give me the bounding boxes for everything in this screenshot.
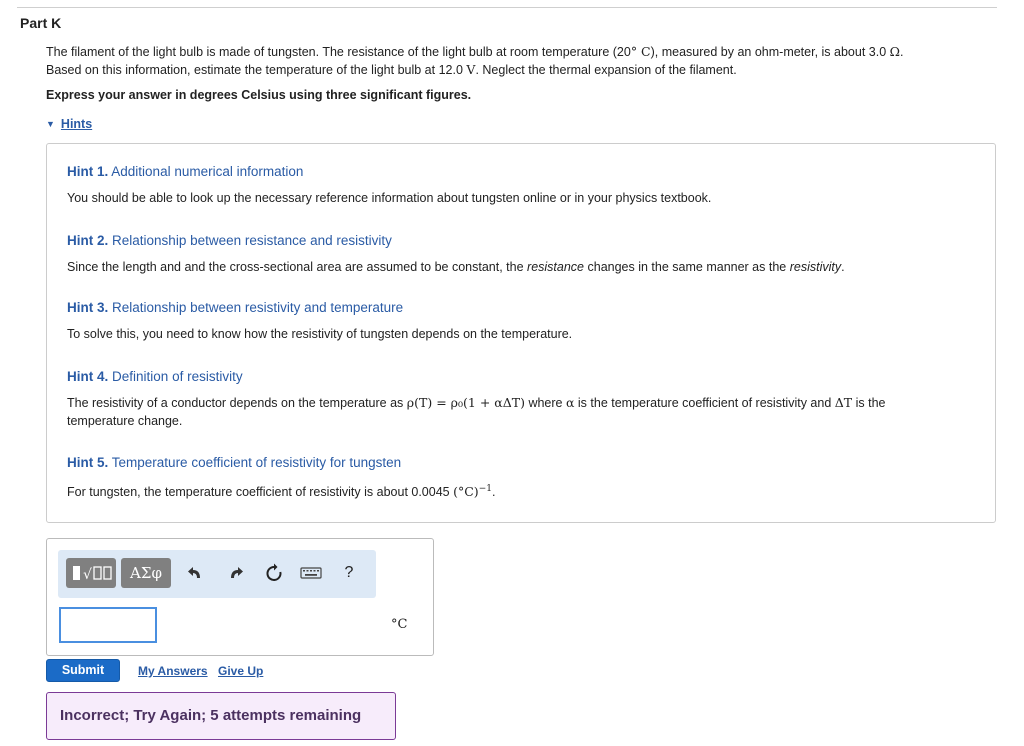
hint-4-body-mid3: is the xyxy=(855,396,886,410)
hint-2-body xyxy=(67,258,977,276)
hint-2-em-resistance: resistance xyxy=(527,260,585,274)
hint-4-body-mid1: where xyxy=(528,396,563,410)
question-line1-end: . xyxy=(900,45,904,59)
hint-5 xyxy=(67,455,977,501)
hint-4-title[interactable] xyxy=(67,369,977,384)
hint-2-body-prefix: Since the length and and the cross-sectional area are assumed to be constant, the xyxy=(67,260,524,274)
hint-4-title-text: Definition of resistivity xyxy=(112,369,243,384)
hints-panel xyxy=(46,143,996,523)
hint-5-body-prefix: For tungsten, the temperature coefficient of resistivity is about 0.0045 xyxy=(67,485,450,500)
hint-1-number: Hint 1. xyxy=(67,164,109,179)
hint-5-title-text: Temperature coefficient of resistivity for tungsten xyxy=(111,455,402,470)
templates-icon xyxy=(66,558,116,588)
hint-5-body-end: . xyxy=(491,485,496,500)
hint-4 xyxy=(67,369,977,430)
delta-t-symbol: ΔT xyxy=(834,395,853,410)
hint-2-title-text: Relationship between resistance and resistivity xyxy=(112,233,392,248)
hint-5-number: Hint 5. xyxy=(67,455,109,470)
submit-button[interactable]: Submit xyxy=(46,659,120,682)
math-toolbar xyxy=(58,550,376,598)
hint-2-number: Hint 2. xyxy=(67,233,109,248)
top-divider xyxy=(17,7,997,8)
hint-4-body-end: temperature change. xyxy=(67,414,183,428)
answer-panel xyxy=(46,538,434,656)
hint-4-body xyxy=(67,394,977,430)
question-line1-prefix: The filament of the light bulb is made of tungsten. The resistance of the light bulb at room temperature (20 xyxy=(46,45,631,59)
undo-icon[interactable] xyxy=(184,558,208,588)
part-title: Part K xyxy=(20,15,62,31)
templates-button[interactable] xyxy=(66,558,116,588)
hints-toggle-label: Hints xyxy=(60,117,93,131)
triangle-down-icon: ▼ xyxy=(46,119,55,129)
answer-input[interactable] xyxy=(59,607,157,643)
hints-toggle[interactable] xyxy=(46,117,92,131)
exponent: −1 xyxy=(478,484,492,494)
greek-symbols-button[interactable]: ΑΣφ xyxy=(121,558,171,588)
answer-unit: °C xyxy=(391,617,408,632)
room-temp-unit: ° C xyxy=(630,44,651,59)
hint-2-title[interactable] xyxy=(67,233,977,248)
question-line2-prefix: Based on this information, estimate the temperature of the light bulb at 12.0 xyxy=(46,63,463,77)
help-button[interactable]: ? xyxy=(344,564,354,581)
hint-5-body xyxy=(67,480,977,501)
hint-2-em-resistivity: resistivity xyxy=(789,260,842,274)
hint-4-body-mid2: is the temperature coefficient of resistivity and xyxy=(577,396,832,410)
hint-3-title-text: Relationship between resistivity and temperature xyxy=(112,300,404,315)
hint-2-body-end: . xyxy=(841,260,845,274)
hint-1-title[interactable] xyxy=(67,164,977,179)
hint-4-number: Hint 4. xyxy=(67,369,109,384)
feedback-message: Incorrect; Try Again; 5 attempts remaining xyxy=(46,692,396,740)
hint-1-title-text: Additional numerical information xyxy=(111,164,304,179)
hint-3-title[interactable] xyxy=(67,300,977,315)
hint-3-body: To solve this, you need to know how the resistivity of tungsten depends on the temperature. xyxy=(67,327,573,341)
alpha-symbol: α xyxy=(565,395,575,410)
hint-5-title[interactable] xyxy=(67,455,977,470)
hint-1-body: You should be able to look up the necessary reference information about tungsten online or in your physics textbook. xyxy=(67,191,712,205)
question-line1-mid: ), measured by an ohm-meter, is about 3.0 xyxy=(650,45,887,59)
question-text xyxy=(46,43,996,79)
hint-3-number: Hint 3. xyxy=(67,300,109,315)
hint-4-body-prefix: The resistivity of a conductor depends on the temperature as xyxy=(67,396,404,410)
reset-icon[interactable] xyxy=(262,558,286,588)
hint-1 xyxy=(67,164,977,207)
keyboard-icon[interactable] xyxy=(299,558,323,588)
hint-2-body-mid: changes in the same manner as the xyxy=(587,260,787,274)
resistivity-formula: ρ(T) = ρ₀(1 + αΔT) xyxy=(406,395,525,410)
ohm-symbol: Ω xyxy=(889,44,901,59)
answer-instruction: Express your answer in degrees Celsius using three significant figures. xyxy=(46,88,472,102)
celsius-unit: (°C) xyxy=(453,484,479,500)
question-line2-end: . Neglect the thermal expansion of the filament. xyxy=(475,63,737,77)
svg-text:√: √ xyxy=(83,567,92,583)
hint-2 xyxy=(67,233,977,276)
give-up-link[interactable]: Give Up xyxy=(218,664,264,678)
redo-icon[interactable] xyxy=(223,558,247,588)
volt-symbol: V xyxy=(466,62,476,77)
hint-3 xyxy=(67,300,977,343)
my-answers-link[interactable]: My Answers xyxy=(138,664,208,678)
